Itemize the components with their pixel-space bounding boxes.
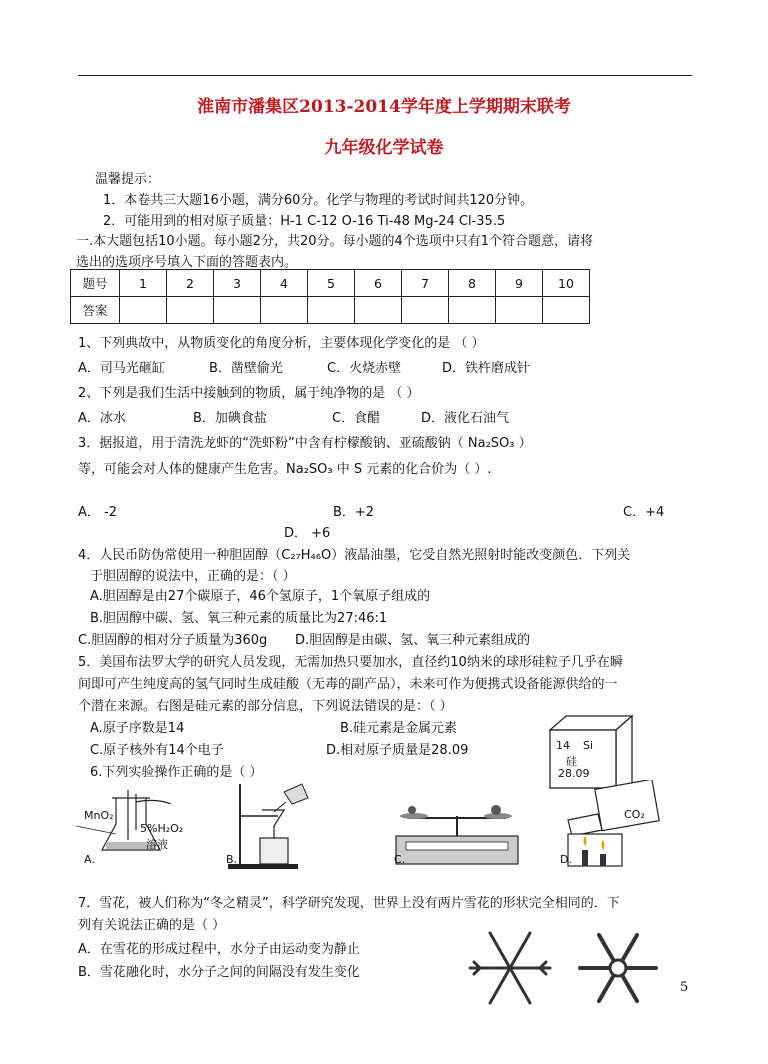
q5-stem-2: 间即可产生纯度高的氢气同时生成硅酸（无毒的副产品），未来可作为便携式设备能源供给的一	[78, 677, 618, 692]
apparatus-c-balance-icon	[392, 802, 522, 868]
q7-option-a: A．在雪花的形成过程中，水分子由运动变为静止	[78, 942, 360, 957]
table-header-label: 题号	[71, 270, 120, 297]
q2-option-d: D．液化石油气	[421, 411, 510, 426]
element-number: 14	[556, 739, 570, 752]
element-mass: 28.09	[558, 767, 590, 780]
q1-stem: 1、下列典故中，从物质变化的角度分析，主要体现化学变化的是 （ ）	[78, 336, 485, 351]
table-cell: 8	[449, 270, 496, 297]
option-d-label: D.	[560, 853, 572, 866]
q4-option-c: C.胆固醇的相对分子质量为360g	[78, 633, 268, 648]
q2-option-c: C．食醋	[332, 411, 381, 426]
page-number: 5	[680, 980, 689, 995]
answer-cell[interactable]	[449, 297, 496, 324]
q4-option-b: B.胆固醇中碳、氢、氧三种元素的质量比为27:46:1	[90, 611, 388, 626]
q1-option-a: A．司马光砸缸	[78, 361, 165, 376]
q1-option-b: B．凿壁偷光	[209, 361, 283, 376]
q5-option-c: C.原子核外有14个电子	[90, 743, 224, 758]
apparatus-d-co2-icon	[560, 780, 670, 872]
q4-option-a: A.胆固醇是由27个碳原子，46个氢原子，1个氧原子组成的	[90, 589, 431, 604]
q4-option-d: D.胆固醇是由碳、氢、氧三种元素组成的	[295, 633, 531, 648]
element-symbol: Si	[583, 739, 594, 752]
q2-stem: 2、下列是我们生活中接触到的物质，属于纯净物的是 （ ）	[78, 386, 420, 401]
q2-option-b: B．加碘食盐	[193, 411, 267, 426]
answer-cell[interactable]	[496, 297, 543, 324]
table-cell: 1	[120, 270, 167, 297]
q4-stem: 4．人民币防伪常使用一种胆固醇（C₂₇H₄₆O）液晶油墨，它受自然光照射时能改变颜色．下列关	[78, 548, 631, 563]
table-cell: 2	[167, 270, 214, 297]
section1-instructions-2: 选出的选项序号填入下面的答题表内。	[76, 255, 298, 270]
q3-option-b: B．+2	[333, 505, 375, 520]
h2o2-label: 5%H₂O₂	[140, 822, 184, 835]
table-cell: 10	[543, 270, 590, 297]
snowflake-icon-2	[574, 928, 662, 1008]
q5-option-a: A.原子序数是14	[90, 721, 185, 736]
answer-cell[interactable]	[120, 297, 167, 324]
answer-cell[interactable]	[308, 297, 355, 324]
snowflake-icon	[466, 928, 554, 1008]
answer-cell[interactable]	[214, 297, 261, 324]
table-row	[71, 270, 590, 297]
co2-label: CO₂	[624, 808, 645, 821]
table-cell: 9	[496, 270, 543, 297]
table-row	[71, 297, 590, 324]
q3-option-a: A． -2	[78, 505, 117, 520]
q7-option-b: B．雪花融化时，水分子之间的间隔没有发生变化	[78, 965, 360, 980]
table-answer-label: 答案	[71, 297, 120, 324]
q7-stem: 7．雪花，被人们称为“冬之精灵”，科学研究发现，世界上没有两片雪花的形状完全相同的．下	[78, 896, 620, 911]
exam-title: 淮南市潘集区2013-2014学年度上学期期末联考	[197, 97, 571, 117]
q5-option-b: B.硅元素是金属元素	[340, 721, 458, 736]
answer-cell[interactable]	[402, 297, 449, 324]
q5-stem-3: 个潜在来源。右图是硅元素的部分信息，下列说法错误的是：（ ）	[78, 699, 453, 714]
q5-stem: 5．美国布法罗大学的研究人员发现，无需加热只要加水，直径约10纳米的球形硅粒子几乎在瞬	[78, 655, 623, 670]
tips-line-2: 2．可能用到的相对原子质量：H-1 C-12 O-16 Ti-48 Mg-24 Cl-35.5	[103, 214, 506, 229]
answer-cell[interactable]	[543, 297, 590, 324]
answer-table	[70, 269, 590, 324]
q1-option-d: D．铁杵磨成针	[442, 361, 531, 376]
tips-heading: 温馨提示：	[95, 172, 161, 187]
table-cell: 7	[402, 270, 449, 297]
q3-option-d: D． +6	[284, 526, 331, 541]
option-a-label: A.	[84, 853, 95, 866]
header-rule	[78, 75, 692, 76]
q2-option-a: A．冰水	[78, 411, 126, 426]
q5-option-d: D.相对原子质量是28.09	[326, 743, 469, 758]
section1-instructions: 一.本大题包括10小题。每小题2分，共20分。每小题的4个选项中只有1个符合题意，请将	[76, 234, 594, 249]
q1-option-c: C．火烧赤壁	[327, 361, 402, 376]
table-cell: 3	[214, 270, 261, 297]
answer-cell[interactable]	[167, 297, 214, 324]
solution-label: 溶液	[146, 838, 168, 851]
q4-stem-2: 于胆固醇的说法中，正确的是：（ ）	[90, 569, 296, 584]
q3-stem-2: 等，可能会对人体的健康产生危害。Na₂SO₃ 中 S 元素的化合价为（ ）.	[78, 462, 492, 477]
tips-line-1: 1．本卷共三大题16小题，满分60分。化学与物理的考试时间共120分钟。	[103, 193, 534, 208]
mno2-label: MnO₂	[84, 809, 114, 822]
table-cell: 5	[308, 270, 355, 297]
q3-option-c: C．+4	[623, 505, 665, 520]
q7-stem-2: 列有关说法正确的是（ ）	[78, 918, 226, 933]
q3-stem: 3．据报道，用于清洗龙虾的“洗虾粉”中含有柠檬酸钠、亚硫酸钠（ Na₂SO₃ ）	[78, 436, 532, 451]
answer-cell[interactable]	[355, 297, 402, 324]
option-c-label: C.	[394, 853, 406, 866]
exam-subtitle: 九年级化学试卷	[324, 138, 444, 158]
option-b-label: B.	[226, 853, 238, 866]
table-cell: 6	[355, 270, 402, 297]
answer-cell[interactable]	[261, 297, 308, 324]
element-name: 硅	[566, 755, 577, 768]
q6-stem: 6.下列实验操作正确的是（ ）	[90, 765, 263, 780]
table-cell: 4	[261, 270, 308, 297]
